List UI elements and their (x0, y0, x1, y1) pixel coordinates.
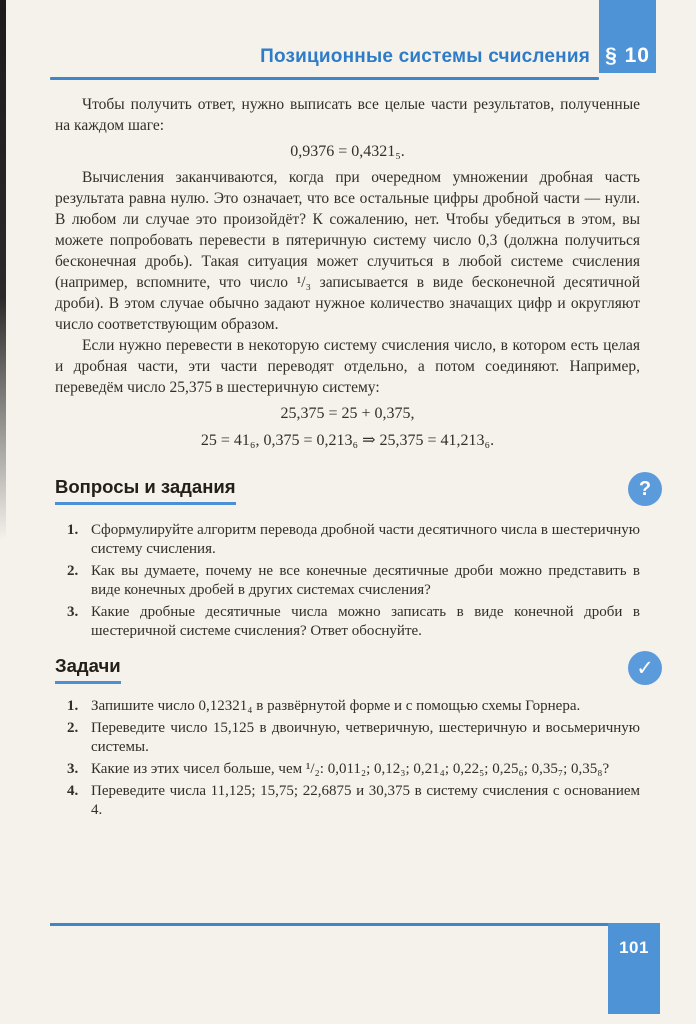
task-item (67, 697, 640, 716)
tasks-heading: Задачи (55, 655, 121, 684)
questions-section-header (55, 476, 652, 505)
scan-edge-artifact (0, 0, 6, 540)
questions-heading: Вопросы и задания (55, 476, 236, 505)
question-item (67, 603, 640, 641)
task-number: 1. (67, 698, 79, 714)
question-number: 3. (67, 604, 79, 620)
task-text: Переведите числа 11,125; 15,75; 22,6875 и 30,375 в систему счисления с основанием 4. (91, 783, 640, 818)
formula-base5-result: 0,9376 = 0,4321₅. (290, 143, 405, 160)
task-text: Запишите число 0,12321₄ в развёрнутой форме и с помощью схемы Горнера. (91, 698, 581, 714)
paragraph-calculation-ends: Вычисления заканчиваются, когда при очередном умножении дробная часть результата равна нулю. Это означает, что все остальные цифры дробной части — нули. В любом ли случае это произойдёт? К сожалению, нет. Чтобы убедиться в этом, вы можете попробовать перевести в пятеричную систему число 0,3 (должна получиться бесконечная дробь). Такая ситуация может случиться в любой системе счисления (например, вспомните, что число ¹/₃ записывается в виде бесконечной десятичной дроби). В этом случае обычно задают нужное количество значащих цифр и округляют число соответствующим образом. (55, 169, 640, 333)
paragraph-integer-fraction-parts: Если нужно перевести в некоторую систему счисления число, в котором есть целая и дробная части, эти части переводят отдельно, а потом соединяют. Например, переведём число 25,375 в шестеричную систему: (55, 337, 640, 396)
question-text: Сформулируйте алгоритм перевода дробной части десятичного числа в шестеричную систему счисления. (91, 522, 640, 557)
task-item (67, 760, 640, 779)
page-content (55, 0, 654, 823)
tasks-section-header (55, 655, 654, 684)
task-number: 2. (67, 720, 79, 736)
task-number: 3. (67, 761, 79, 777)
page-number-badge: 101 (608, 923, 660, 1014)
question-number: 1. (67, 522, 79, 538)
formula-split-25-375: 25,375 = 25 + 0,375, (280, 405, 415, 422)
section-number-badge: § 10 (599, 0, 656, 73)
chapter-title: Позиционные системы счисления (260, 46, 590, 67)
question-mark-icon: ? (628, 472, 662, 506)
question-item (67, 562, 640, 600)
task-item (67, 719, 640, 757)
paragraph-answer-intro: Чтобы получить ответ, нужно выписать все целые части результатов, полученные на каждом шаге: (55, 96, 640, 134)
question-number: 2. (67, 563, 79, 579)
checkmark-icon: ✓ (628, 651, 662, 685)
tasks-list (67, 697, 640, 820)
task-item (67, 782, 640, 820)
task-text: Какие из этих чисел больше, чем ¹/₂: 0,011₂; 0,12₃; 0,21₄; 0,22₅; 0,25₆; 0,35₇; 0,35₈? (91, 761, 610, 777)
question-text: Какие дробные десятичные числа можно записать в виде конечной дроби в шестеричной системе счисления? Ответ обоснуйте. (91, 604, 640, 639)
questions-list (67, 521, 640, 641)
footer-rule (50, 923, 608, 926)
task-number: 4. (67, 783, 79, 799)
question-text: Как вы думаете, почему не все конечные десятичные дроби можно представить в виде конечных дробей в других системах счисления? (91, 563, 640, 598)
task-text: Переведите число 15,125 в двоичную, четверичную, шестеричную и восьмеричную системы. (91, 720, 640, 755)
formula-base6-result: 25 = 41₆, 0,375 = 0,213₆ ⇒ 25,375 = 41,213₆. (200, 432, 495, 449)
question-item (67, 521, 640, 559)
